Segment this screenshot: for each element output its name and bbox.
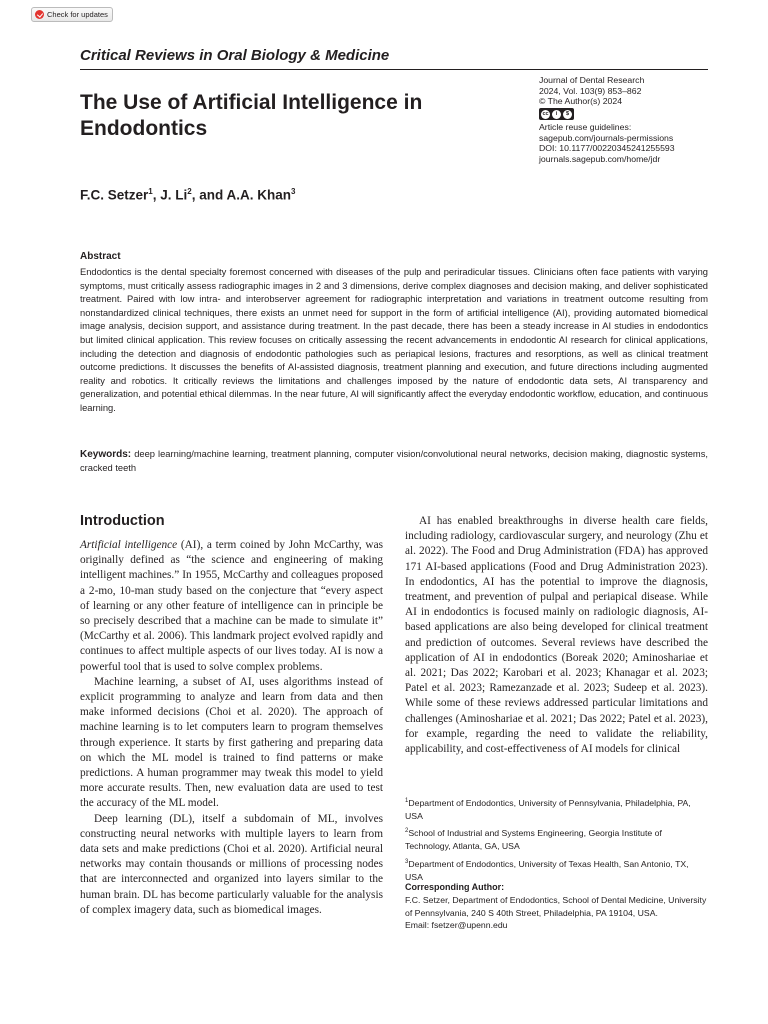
body-column-right: [405, 514, 708, 757]
author-name: A.A. Khan: [226, 187, 291, 203]
affiliation-number: 2: [405, 828, 409, 835]
journal-name: Journal of Dental Research: [539, 75, 645, 85]
affiliation-number: 1: [405, 798, 409, 804]
author-list: [80, 187, 295, 203]
corresponding-text: F.C. Setzer, Department of Endodontics, School of Dental Medicine, University of Pennsylvania, 240 S 40th Street, Philadelphia, PA 19104, USA.: [405, 894, 707, 918]
paragraph: AI has enabled breakthroughs in diverse health care fields, including radiology, cardiovascular surgery, and neurology (Zhu et al. 2022). The Food and Drug Administration (FDA) has approved 171 AI-based applications (Food and Drug Administration 2023). In endodontics, AI has the potential to improve the diagnosis, treatment, and prevention of pulpal and periapical disease. While AI in endodontics is focused mainly on radiologic diagnosis, AI-based applications are also being developed for clinical treatment and prediction of outcomes. Several reviews have described the application of AI in endodontics (Boreak 2020; Aminoshariae et al. 2021; Das 2022; Karobari et al. 2023; Khanagar et al. 2023; Patel et al. 2023; Ramezanzade et al. 2023; Sudeep et al. 2023). While some of these reviews addressed particular limitations and challenges (Aminoshariae et al. 2021; Das 2022; Patel et al. 2023), for example, regarding the need to validate the reliability, applicability, and cost-effectiveness of AI models for clinical: [405, 515, 708, 756]
abstract-text: Endodontics is the dental specialty foremost concerned with diseases of the pulp and periradicular tissues. Clinicians often face patients with varying symptoms, must critically assess radiographic images in 2 and 3 dimensions, derive complex diagnoses and decision making, and deliver sophisticated treatment. Paired with low intra- and interobserver agreement for radiographic interpretation and variations in treatment outcome resulting from nonstandardized clinical techniques, there exists an unmet need for support in the form of artificial intelligence (AI), providing automated biomedical image analysis, decision support, and assistance during treatment. In the past decade, there has been a steady increase in AI studies in endodontics but limited clinical application. This review focuses on critically assessing the recent advancements in endodontic AI research for clinical applications, including the detection and diagnosis of endodontic pathologies such as periapical lesions, fractures and resorptions, as well as clinical treatment outcome predictions. It discusses the benefits of AI-assisted diagnosis, treatment planning and execution, and future directions including augmented reality and robotics. It critically reviews the limitations and challenges imposed by the nature of endodontic data sets, AI transparency and generalization, and potential ethical dilemmas. In the near future, AI will significantly affect the everyday endodontic workflow, education, and continuous learning.: [80, 267, 708, 413]
paragraph: Deep learning (DL), itself a subdomain of ML, involves constructing neural networks with multiple layers to learn from data sets and make predictions (Choi et al. 2020). Artificial neural networks may contain thousands or millions of processing nodes that are interconnected and organized into layers similar to the human brain. DL has become particularly valuable for the analysis of complex imagery data, such as biomedical images.: [80, 812, 383, 916]
abstract-heading: Abstract: [80, 251, 121, 262]
affiliation: [405, 825, 708, 852]
author-name: F.C. Setzer: [80, 187, 149, 203]
article-meta: [539, 75, 675, 165]
affiliation-text: Department of Endodontics, University of Texas Health, San Antonio, TX, USA: [405, 858, 689, 882]
author-affiliation: 1: [148, 187, 153, 196]
doi[interactable]: DOI: 10.1177/00220345241255593: [539, 143, 675, 154]
author-affiliation: 2: [187, 187, 192, 196]
affiliation-text: Department of Endodontics, University of Pennsylvania, Philadelphia, PA, USA: [405, 797, 691, 821]
corresponding-label: Corresponding Author:: [405, 882, 505, 892]
affiliation: [405, 795, 708, 822]
affiliation: [405, 856, 708, 883]
cc-license-icon: cc i $: [539, 108, 574, 120]
affiliation-text: School of Industrial and Systems Engineering, Georgia Institute of Technology, Atlanta, GA, USA: [405, 828, 662, 852]
check-for-updates-button[interactable]: [31, 7, 113, 22]
author-separator: , and: [191, 187, 227, 203]
affiliation-number: 3: [405, 858, 409, 865]
journal-section-title: Critical Reviews in Oral Biology & Medicine: [80, 47, 390, 64]
check-updates-label: Check for updates: [47, 10, 108, 19]
body-column-left: [80, 538, 383, 918]
reuse-label: Article reuse guidelines:: [539, 122, 632, 133]
license-badge[interactable]: [539, 107, 675, 123]
author-name: J. Li: [160, 187, 188, 203]
paragraph-text: (AI), a term coined by John McCarthy, was originally defined as “the science and engineering of making intelligent machines.” In 1955, McCarthy and colleagues proposed a 2-mo, 10-man study based on the conjecture that “every aspect of learning or any other feature of intelligence can in principle be so precisely described that a machine can be made to simulate it” (McCarthy et al. 2006). This landmark project evolved rapidly and continues to affect multiple aspects of our lives today. AI is now a powerful tool that is used to solve complex problems.: [80, 539, 383, 673]
author-separator: ,: [152, 187, 161, 203]
copyright: © The Author(s) 2024: [539, 96, 623, 107]
paragraph: [80, 538, 383, 675]
volume-info: 2024, Vol. 103(9) 853–862: [539, 85, 642, 96]
corresponding-email[interactable]: Email: fsetzer@upenn.edu: [405, 920, 508, 931]
header-rule: [80, 69, 708, 70]
author-affiliation: 3: [291, 187, 296, 196]
affiliations: [405, 795, 708, 886]
reuse-link[interactable]: sagepub.com/journals-permissions: [539, 132, 674, 143]
italic-term: Artificial intelligence: [80, 539, 178, 551]
check-updates-icon: [35, 10, 44, 19]
keywords: [80, 448, 708, 475]
journal-link[interactable]: journals.sagepub.com/home/jdr: [539, 154, 661, 165]
keywords-text: deep learning/machine learning, treatment planning, computer vision/convolutional neural networks, decision making, diagnostic systems, cracked teeth: [80, 449, 708, 473]
keywords-label: Keywords:: [80, 449, 132, 460]
article-title: The Use of Artificial Intelligence in Endodontics: [80, 91, 423, 140]
paragraph: Machine learning, a subset of AI, uses algorithms instead of explicit programming to analyze and learn from data and then make informed decisions (Choi et al. 2020). The approach of machine learning is to let computers learn to program themselves through experience. It starts by first gathering and preparing data on which the ML model is trained to find patterns or make predictions. A human programmer may tweak this model to yield more accurate results. Then, new evaluation data are used to test the accuracy of the ML model.: [80, 675, 383, 810]
introduction-heading: Introduction: [80, 513, 165, 529]
corresponding-author: [405, 881, 708, 932]
